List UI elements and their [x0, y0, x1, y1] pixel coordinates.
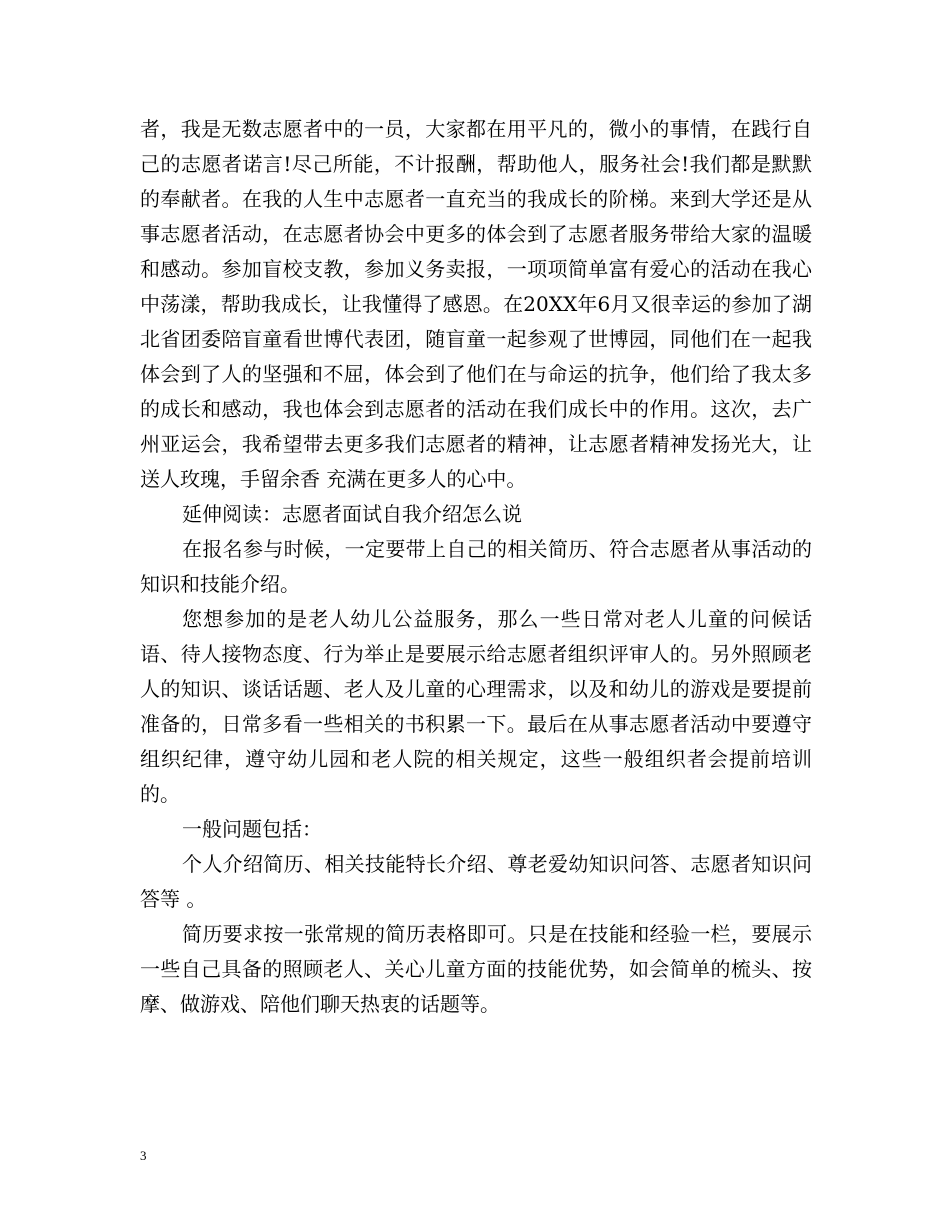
paragraph-extended-reading-heading: 延伸阅读：志愿者面试自我介绍怎么说 [182, 502, 522, 526]
body-text [140, 112, 812, 1022]
paragraph-elderly-children-service: 您想参加的是老人幼儿公益服务，那么一些日常对老人儿童的问候话语、待人接物态度、行为举止是要展示给志愿者组织评审人的。另外照顾老人的知识、谈话话题、老人及儿童的心理需求，以及和幼儿的游戏是要提前准备的，日常多看一些相关的书积累一下。最后在从事志愿者活动中要遵守组织纪律，遵守幼儿园和老人院的相关规定，这些一般组织者会提前培训的。 [140, 607, 812, 806]
page-number: 3 [140, 1148, 147, 1163]
paragraph-resume-requirements: 简历要求按一张常规的简历表格即可。只是在技能和经验一栏，要展示一些自己具备的照顾老人、关心儿童方面的技能优势，如会简单的梳头、按摩、做游戏、陪他们聊天热衷的话题等。 [140, 922, 812, 1016]
paragraph-general-questions-heading: 一般问题包括： [182, 817, 322, 841]
paragraph-question-list: 个人介绍简历、相关技能特长介绍、尊老爱幼知识问答、志愿者知识问答等 。 [140, 852, 812, 911]
paragraph-registration: 在报名参与时候，一定要带上自己的相关简历、符合志愿者从事活动的知识和技能介绍。 [140, 537, 812, 596]
paragraph-continuation: 者，我是无数志愿者中的一员，大家都在用平凡的，微小的事情，在践行自己的志愿者诺言!尽己所能，不计报酬，帮助他人，服务社会!我们都是默默的奉献者。在我的人生中志愿者一直充当的我成长的阶梯。来到大学还是从事志愿者活动，在志愿者协会中更多的体会到了志愿者服务带给大家的温暖和感动。参加盲校支教，参加义务卖报，一项项简单富有爱心的活动在我心中荡漾，帮助我成长，让我懂得了感恩。在20XX年6月又很幸运的参加了湖北省团委陪盲童看世博代表团，随盲童一起参观了世博园，同他们在一起我体会到了人的坚强和不屈，体会到了他们在与命运的抗争，他们给了我太多的成长和感动，我也体会到志愿者的活动在我们成长中的作用。这次，去广州亚运会，我希望带去更多我们志愿者的精神，让志愿者精神发扬光大，让 送人玫瑰，手留余香 充满在更多人的心中。 [140, 117, 812, 491]
